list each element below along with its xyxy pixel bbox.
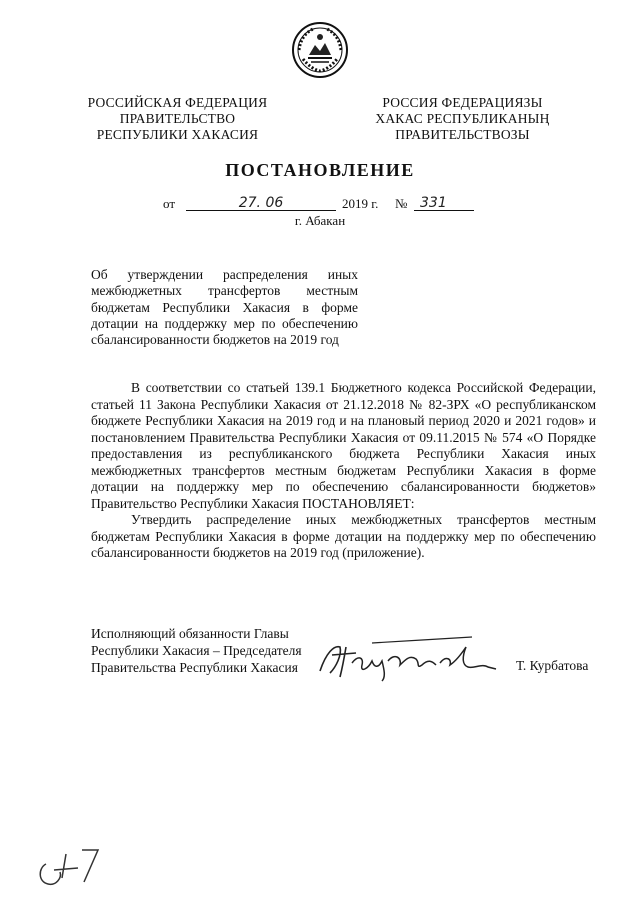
body-paragraph: Утвердить распределение иных межбюджетных трансфертов местным бюджетам Республики Хакасия в форме дотации на поддержку мер по обеспечению сбалансированности бюджетов на 2019 год (приложение). — [91, 512, 596, 560]
city-text: г. Абакан — [294, 213, 346, 228]
body-paragraph: В соответствии со статьей 139.1 Бюджетного кодекса Российской Федерации, статьей 11 Закона Республики Хакасия от 21.12.2018 № 82-ЗРХ «О республиканском бюджете Республики Хакасия на 2019 год и на плановый период 2020 и 2021 годов» и постановлением Правительства Республики Хакасия от 09.11.2015 № 574 «О Порядке предоставления из республиканского бюджета Республики Хакасия иных межбюджетных трансфертов местным бюджетам Республики Хакасия в форме дотации на поддержку мер по обеспечению сбалансированности бюджетов» Правительство Республики Хакасия ПОСТАНОВЛЯЕТ: — [91, 380, 596, 511]
header-left-line: РЕСПУБЛИКИ ХАКАСИЯ — [96, 127, 259, 142]
header-right-line: РОССИЯ ФЕДЕРАЦИЯЗЫ — [382, 95, 543, 110]
city — [0, 213, 640, 229]
handwritten-signature — [312, 633, 502, 683]
header-left-line: РОССИЙСКАЯ ФЕДЕРАЦИЯ — [87, 95, 268, 110]
signatory-name: Т. Курбатова — [516, 658, 589, 673]
document-subject: Об утверждении распределения иных межбюджетных трансфертов местным бюджетам Республики Хакасия в форме дотации на поддержку мер по обеспечению сбалансированности бюджетов на 2019 год — [91, 267, 358, 348]
number-field: 331 — [414, 196, 474, 211]
date-year: 2019 г. — [342, 196, 379, 211]
document-title: ПОСТАНОВЛЕНИЕ — [225, 160, 415, 180]
signatory-title — [91, 625, 302, 676]
header-right-line: ХАКАС РЕСПУБЛИКАНЫҢ — [375, 111, 550, 126]
handwritten-mark — [32, 842, 112, 892]
signatory-line: Правительства Республики Хакасия — [91, 660, 298, 675]
date-field: 27. 06 — [186, 196, 336, 211]
header-right — [355, 95, 570, 143]
header-right-line: ПРАВИТЕЛЬСТВОЗЫ — [395, 127, 530, 142]
header-left — [70, 95, 285, 143]
header-left-line: ПРАВИТЕЛЬСТВО — [119, 111, 236, 126]
signatory-line: Исполняющий обязанности Главы — [91, 626, 289, 641]
signatory-line: Республики Хакасия – Председателя — [91, 643, 302, 658]
date-prefix: от — [163, 196, 176, 211]
number-label: № — [395, 196, 408, 211]
document-body — [91, 380, 596, 562]
coat-of-arms-icon — [291, 21, 349, 79]
